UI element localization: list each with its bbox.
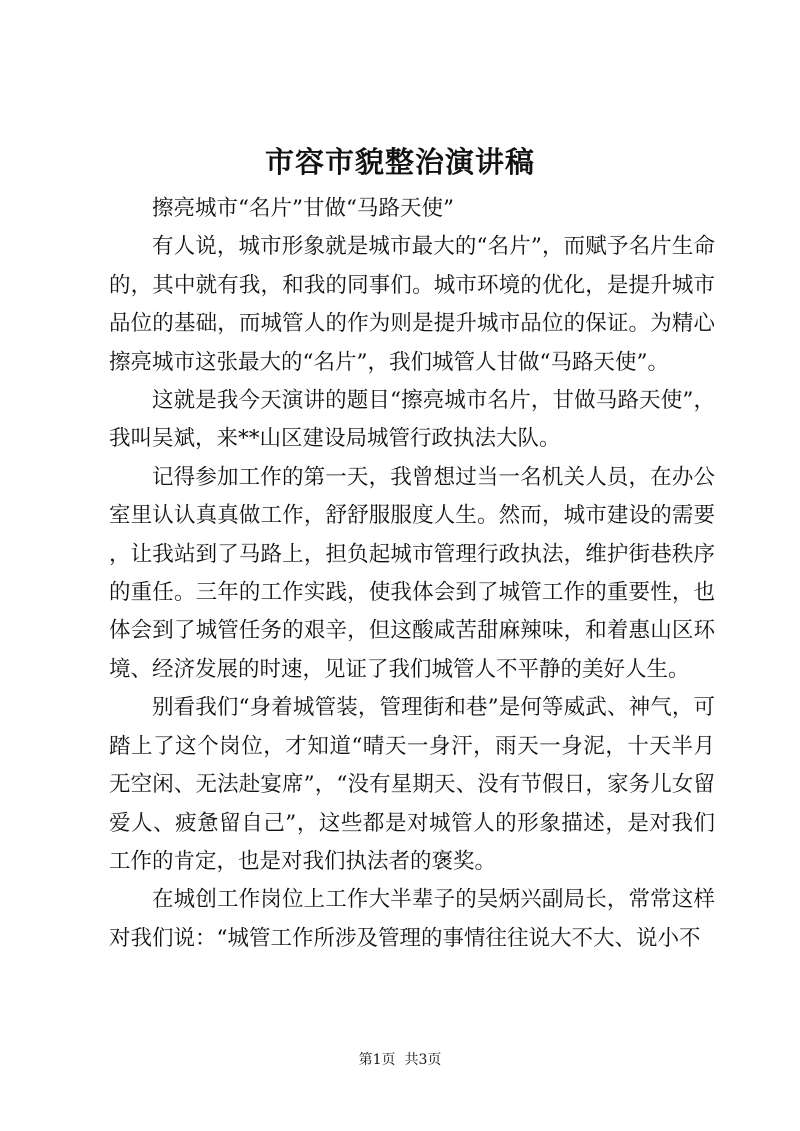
- document-title: 市容市貌整治演讲稿: [264, 145, 535, 179]
- body-paragraph: 记得参加工作的第一天，我曾想过当一名机关人员，在办公室里认认真真做工作，舒舒服服度人生。然而，城市建设的需要，让我站到了马路上，担负起城市管理行政执法，维护街巷秩序的重任。三年的工作实践，使我体会到了城管工作的重要性，也体会到了城管任务的艰辛，但这酸咸苦甜麻辣味，和着惠山区环境、经济发展的时速，见证了我们城管人不平静的美好人生。: [109, 464, 715, 682]
- body-paragraph: 有人说，城市形象就是城市最大的“名片”，而赋予名片生命的，其中就有我，和我的同事们。城市环境的优化，是提升城市品位的基础，而城管人的作为则是提升城市品位的保证。为精心擦亮城市这张最大的“名片”，我们城管人甘做“马路天使”。: [109, 234, 715, 375]
- page-number: 第1页 共3页: [358, 1052, 442, 1068]
- subtitle-paragraph: 擦亮城市“名片”甘做“马路天使”: [152, 196, 454, 221]
- page-footer: [0, 1050, 800, 1070]
- body-paragraph: 在城创工作岗位上工作大半辈子的吴炳兴副局长，常常这样对我们说：“城管工作所涉及管理的事情往往说大不大、说小不: [109, 887, 715, 951]
- body-paragraph: 别看我们“身着城管装，管理街和巷”是何等威武、神气，可踏上了这个岗位，才知道“晴天一身汗，雨天一身泥，十天半月无空闲、无法赴宴席”，“没有星期天、没有节假日，家务儿女留爱人、疲惫留自己”，这些都是对城管人的形象描述，是对我们工作的肯定，也是对我们执法者的褒奖。: [109, 695, 715, 874]
- document-body: [109, 190, 715, 958]
- body-paragraph: 这就是我今天演讲的题目“擦亮城市名片，甘做马路天使”，我叫吴斌，来**山区建设局城管行政执法大队。: [109, 388, 715, 452]
